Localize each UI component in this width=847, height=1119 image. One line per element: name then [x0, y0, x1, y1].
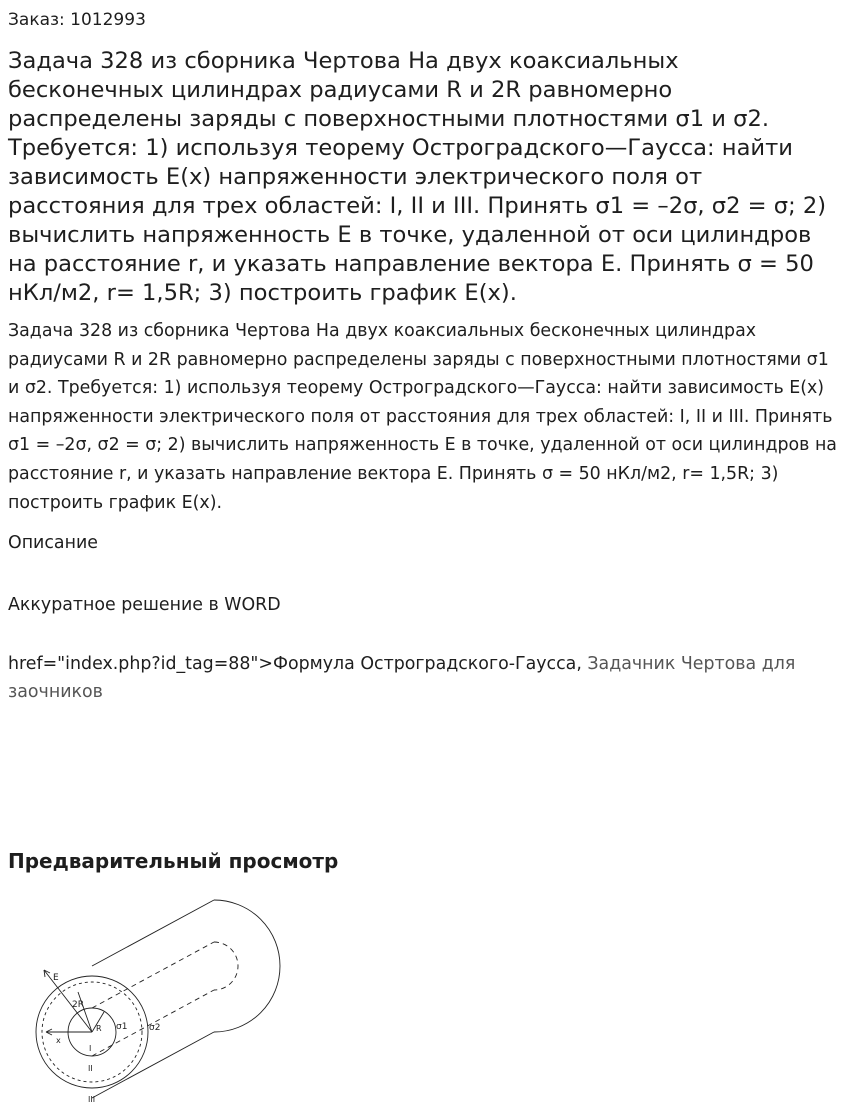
outer-far-arc	[214, 900, 280, 1032]
label-sigma2: σ2	[149, 1023, 161, 1033]
coaxial-cylinders-figure	[26, 888, 306, 1108]
tags-prefix: href="index.php?id_tag=88">Формула Остроградского-Гаусса,	[8, 654, 588, 674]
label-x: x	[56, 1036, 61, 1045]
preview-title: Предварительный просмотр	[8, 849, 339, 873]
figure-drawing	[36, 900, 280, 1098]
description-label: Описание	[8, 533, 98, 553]
label-e: E	[53, 973, 59, 983]
outer-bottom-line	[92, 1032, 214, 1098]
tags-line	[8, 650, 838, 706]
tag-link-chertov[interactable]: Задачник Чертова для заочников	[8, 654, 796, 702]
label-2r: 2R	[72, 1000, 84, 1010]
label-region-2: II	[88, 1064, 93, 1073]
outer-top-line	[92, 900, 214, 966]
task-title: Задача 328 из сборника Чертова На двух коаксиальных бесконечных цилиндрах радиусами R и 2R равномерно распределены заряды с поверхностными плотностями σ1 и σ2. Требуется: 1) используя теорему Остроградского—Гаусса: найти зависимость E(x) напряженности электрического поля от расстояния для трех областей: I, II и III. Принять σ1 = –2σ, σ2 = σ; 2) вычислить напряженность E в точке, удаленной от оси цилиндров на расстояние r, и указать направление вектора E. Принять σ = 50 нКл/м2, r= 1,5R; 3) построить график E(x).	[8, 48, 827, 306]
inner-top-dashed	[92, 942, 214, 1008]
radius-2r-line	[78, 992, 92, 1032]
label-sigma1: σ1	[116, 1022, 128, 1032]
task-description: Задача 328 из сборника Чертова На двух коаксиальных бесконечных цилиндрах радиусами R и 2R равномерно распределены заряды с поверхностными плотностями σ1 и σ2. Требуется: 1) используя теорему Остроградского—Гаусса: найти зависимость E(x) напряженности электрического поля от расстояния для трех областей: I, II и III. Принять σ1 = –2σ, σ2 = σ; 2) вычислить напряженность E в точке, удаленной от оси цилиндров на расстояние r, и указать направление вектора E. Принять σ = 50 нКл/м2, r= 1,5R; 3) построить график E(x).	[8, 321, 837, 513]
label-r: R	[96, 1024, 102, 1033]
label-region-1: I	[89, 1044, 92, 1053]
inner-far-arc	[214, 942, 238, 990]
order-number: Заказ: 1012993	[8, 10, 146, 30]
description-text: Аккуратное решение в WORD	[8, 595, 281, 615]
e-vector-line	[44, 970, 92, 1032]
label-region-3: III	[88, 1095, 96, 1104]
